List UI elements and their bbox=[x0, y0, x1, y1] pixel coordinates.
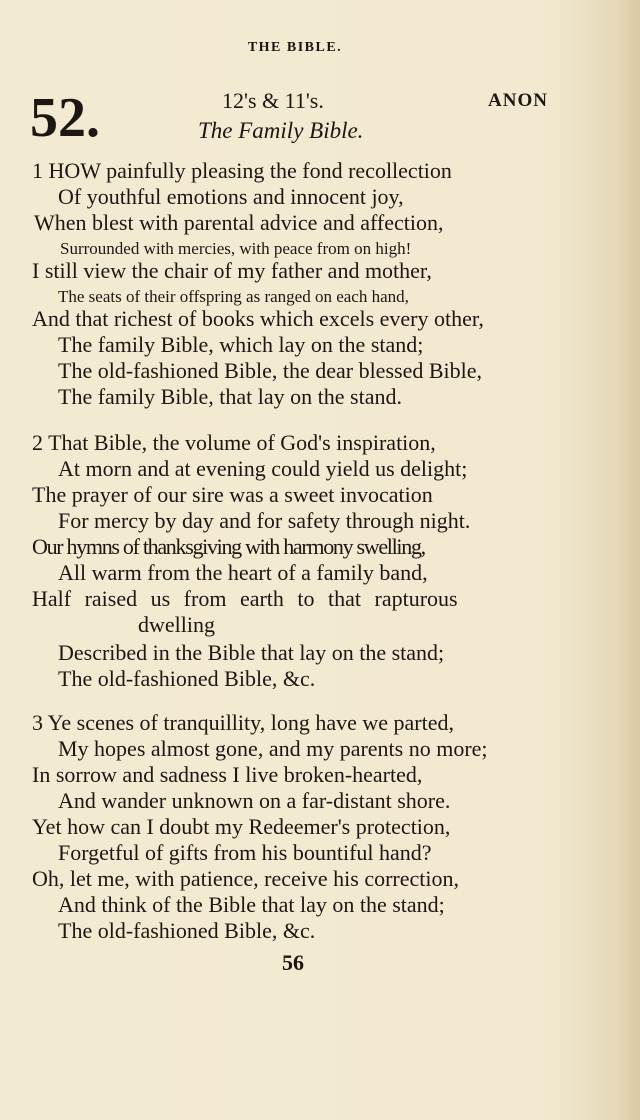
hymn-author: ANON bbox=[488, 90, 548, 111]
hymn-meter: 12's & 11's. bbox=[222, 88, 324, 113]
verse-line: When blest with parental advice and affection, bbox=[34, 210, 444, 235]
verse-line: And think of the Bible that lay on the stand; bbox=[58, 892, 445, 917]
verse-line: Described in the Bible that lay on the stand; bbox=[58, 640, 445, 665]
verse-line: dwelling bbox=[138, 612, 215, 637]
verse-line: Our hymns of thanksgiving with harmony swelling, bbox=[32, 534, 425, 559]
verse-line: Yet how can I doubt my Redeemer's protection, bbox=[32, 814, 451, 839]
verse-line: At morn and at evening could yield us delight; bbox=[58, 456, 468, 481]
verse-line: The seats of their offspring as ranged on each hand, bbox=[58, 287, 409, 306]
hymn-title: The Family Bible. bbox=[198, 118, 364, 143]
verse-line: My hopes almost gone, and my parents no more; bbox=[58, 736, 488, 761]
running-header: THE BIBLE. bbox=[247, 40, 343, 55]
verse-line: Half raised us from earth to that rapturous bbox=[32, 586, 458, 611]
verse-line: The family Bible, that lay on the stand. bbox=[58, 384, 402, 409]
hymn-number: 52. bbox=[30, 87, 100, 149]
verse-line: Of youthful emotions and innocent joy, bbox=[58, 184, 404, 209]
verse-line: For mercy by day and for safety through night. bbox=[58, 508, 471, 533]
verse-line: And that richest of books which excels every other, bbox=[32, 306, 484, 331]
verse-line: The old-fashioned Bible, &c. bbox=[58, 666, 316, 691]
verse-line: In sorrow and sadness I live broken-hearted, bbox=[32, 762, 423, 787]
verse-line: The prayer of our sire was a sweet invocation bbox=[32, 482, 433, 507]
page-number: 56 bbox=[282, 950, 304, 975]
verse-line: The family Bible, which lay on the stand; bbox=[58, 332, 424, 357]
verse-line: And wander unknown on a far-distant shore. bbox=[58, 788, 451, 813]
verse-line: Oh, let me, with patience, receive his correction, bbox=[32, 866, 459, 891]
verse-line: The old-fashioned Bible, &c. bbox=[58, 918, 316, 943]
verse-line: Forgetful of gifts from his bountiful hand? bbox=[58, 840, 432, 865]
verse-line: Surrounded with mercies, with peace from on high! bbox=[60, 239, 412, 258]
verse-line: 2 That Bible, the volume of God's inspiration, bbox=[32, 430, 436, 455]
verse-line: All warm from the heart of a family band, bbox=[58, 560, 428, 585]
verse-line: I still view the chair of my father and mother, bbox=[32, 258, 432, 283]
verse-line: 3 Ye scenes of tranquillity, long have we parted, bbox=[32, 710, 454, 735]
verse-line: The old-fashioned Bible, the dear blessed Bible, bbox=[58, 358, 482, 383]
verse-line: 1 HOW painfully pleasing the fond recollection bbox=[32, 158, 452, 183]
